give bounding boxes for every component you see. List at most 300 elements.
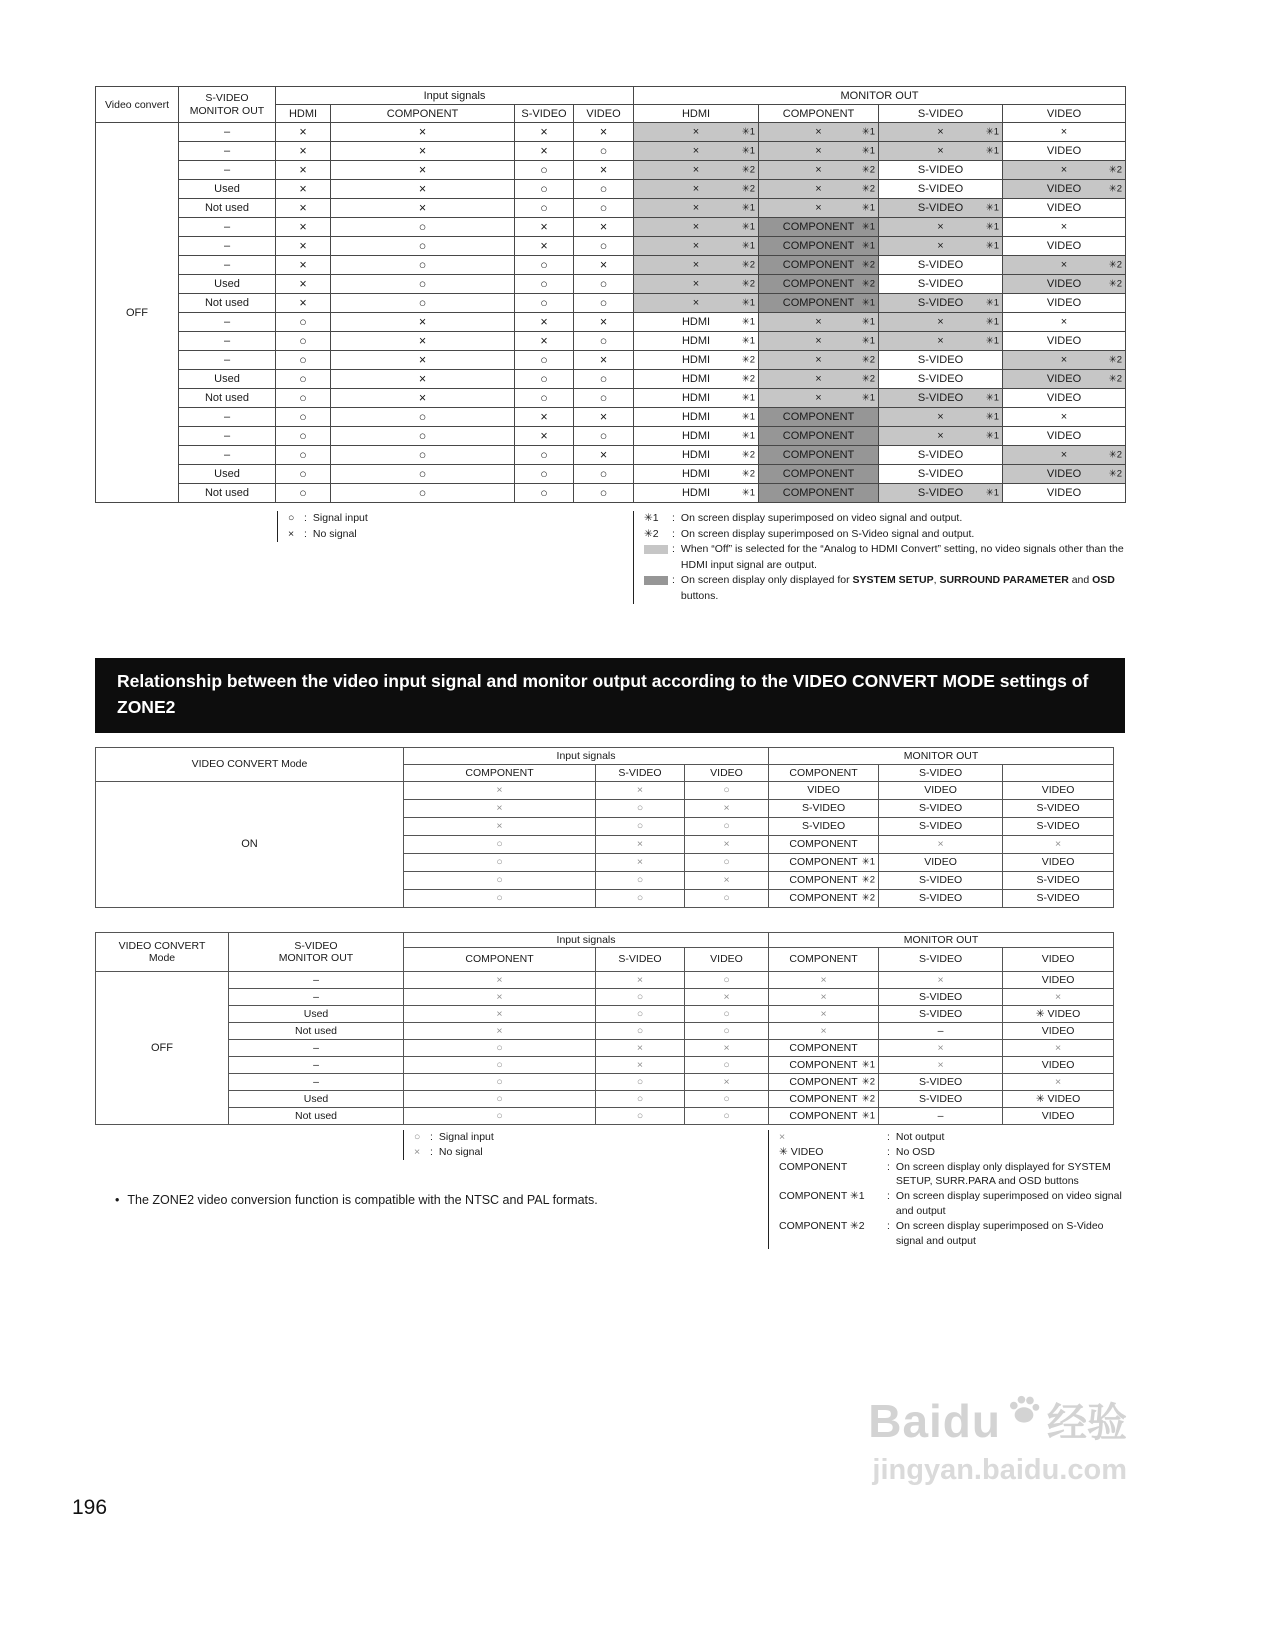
cell-out-component [759, 313, 879, 332]
cell-input-hdmi: ○ [276, 332, 331, 351]
table3-row [96, 1005, 1114, 1022]
legend-colon: : [304, 512, 307, 524]
cell-input-component: ○ [331, 275, 515, 294]
cell-out-component [759, 275, 879, 294]
header-video-convert-mode [96, 932, 229, 971]
cell-svideo-monitor-out: – [179, 427, 276, 446]
cell-out-component [759, 408, 879, 427]
out-marker: ✳2 [1108, 164, 1123, 176]
out-value: S-VIDEO [1036, 892, 1080, 905]
out-value: × [937, 973, 944, 986]
header-in-svideo: S-VIDEO [515, 105, 574, 123]
out-value: × [937, 1041, 944, 1054]
legend-colon: : [887, 1145, 890, 1158]
table1-body [96, 123, 1126, 503]
cell-input-video: × [685, 835, 769, 853]
cell-input-video: × [574, 313, 634, 332]
cell-out-component [759, 351, 879, 370]
out-value: VIDEO [1041, 1109, 1075, 1122]
out-marker: ✳1 [985, 335, 1000, 347]
cell-out-video [1003, 889, 1114, 907]
cell-out-component [769, 1073, 879, 1090]
cell-out-hdmi [634, 351, 759, 370]
cell-svideo-monitor-out: – [179, 161, 276, 180]
cell-input-svideo: ○ [596, 1090, 685, 1107]
out-value: S-VIDEO [801, 802, 846, 815]
table3-row [96, 988, 1114, 1005]
out-value: S-VIDEO [1036, 820, 1080, 833]
table3-row [96, 971, 1114, 988]
out-marker: ✳1 [861, 316, 876, 328]
out-marker: ✳2 [1108, 278, 1123, 290]
table1-row [96, 465, 1126, 484]
dark-gray-legend-item [644, 573, 1125, 604]
cell-input-svideo: ○ [515, 161, 574, 180]
out-value: × [815, 202, 822, 214]
out-marker: ✳1 [861, 1059, 876, 1071]
out-marker: ✳1 [741, 335, 756, 347]
table1-row [96, 484, 1126, 503]
cell-input-svideo: × [515, 142, 574, 161]
legend-term: × [288, 527, 295, 540]
header-in-component: COMPONENT [404, 947, 596, 971]
cell-input-video: ○ [574, 389, 634, 408]
cell-input-svideo: × [515, 123, 574, 142]
out-marker: ✳1 [741, 487, 756, 499]
cell-svideo-monitor-out: – [179, 237, 276, 256]
out-value: VIDEO [1046, 278, 1082, 290]
cell-svideo-monitor-out: – [229, 1056, 404, 1073]
out-marker: ✳1 [741, 126, 756, 138]
cell-input-svideo: ○ [596, 1107, 685, 1124]
cell-input-video: ○ [685, 889, 769, 907]
out-value: × [937, 838, 944, 851]
cell-input-video: ○ [574, 484, 634, 503]
cell-svideo-monitor-out: – [179, 332, 276, 351]
out-value: VIDEO [1046, 373, 1082, 385]
legend-desc: On screen display superimposed on S-Video signal and output [895, 1220, 1104, 1248]
out-marker: ✳1 [741, 411, 756, 423]
header-mode-line1: VIDEO CONVERT [118, 939, 206, 952]
cell-input-hdmi: ○ [276, 313, 331, 332]
out-value: VIDEO [1046, 183, 1082, 195]
out-marker: ✳1 [861, 126, 876, 138]
legend-item [779, 1160, 1125, 1190]
header-out-component: COMPONENT [769, 764, 879, 781]
out-value: × [815, 126, 822, 138]
cell-input-svideo: × [515, 313, 574, 332]
out-value: × [815, 316, 822, 328]
cell-out-component [769, 1005, 879, 1022]
watermark-brand-cn: 经验 [1047, 1401, 1127, 1445]
cell-input-component: × [404, 988, 596, 1005]
out-marker: ✳2 [861, 259, 876, 271]
cell-out-component [759, 161, 879, 180]
cell-input-video: ○ [685, 1005, 769, 1022]
cell-out-svideo [879, 1090, 1003, 1107]
cell-out-video [1003, 1107, 1114, 1124]
cell-out-svideo [879, 313, 1003, 332]
zone2-legend-section [95, 1130, 1125, 1249]
legend-term: COMPONENT ✳2 [779, 1220, 865, 1233]
header-svideo-line1: S-VIDEO [205, 92, 249, 105]
marker-legend [633, 511, 1125, 604]
legend-desc: On screen display only displayed for SYSTEM SETUP, SURR.PARA and OSD buttons [895, 1160, 1111, 1188]
out-value: COMPONENT [789, 874, 858, 887]
cell-input-video: ○ [685, 1022, 769, 1039]
cell-svideo-monitor-out: – [229, 971, 404, 988]
cell-input-component: × [331, 180, 515, 199]
cell-svideo-monitor-out: – [229, 1039, 404, 1056]
header-out-video: VIDEO [1003, 947, 1114, 971]
cell-out-video [1003, 1090, 1114, 1107]
watermark-url: jingyan.baidu.com [872, 1454, 1127, 1486]
cell-out-video [1003, 370, 1126, 389]
legend-colon: : [672, 574, 675, 587]
cell-input-svideo: ○ [515, 484, 574, 503]
cell-input-component: × [404, 971, 596, 988]
cell-input-video: × [685, 871, 769, 889]
out-marker: ✳1 [861, 145, 876, 157]
out-value: ✳ VIDEO [1035, 1092, 1081, 1105]
cell-input-svideo: ○ [515, 199, 574, 218]
table1-row [96, 199, 1126, 218]
out-value: HDMI [681, 392, 711, 404]
cell-out-component [769, 799, 879, 817]
out-value: S-VIDEO [917, 259, 964, 271]
cell-svideo-monitor-out: Not used [229, 1022, 404, 1039]
table1-row [96, 123, 1126, 142]
cell-input-svideo: ○ [596, 988, 685, 1005]
legend-term: ✳2 [644, 527, 659, 540]
cell-svideo-monitor-out: Not used [229, 1107, 404, 1124]
out-marker: ✳2 [1108, 259, 1123, 271]
cell-out-component [769, 889, 879, 907]
header-monitor-out: MONITOR OUT [769, 747, 1114, 764]
table1-row [96, 237, 1126, 256]
out-value: COMPONENT [789, 1075, 858, 1088]
out-marker: ✳1 [741, 297, 756, 309]
out-value: S-VIDEO [918, 820, 963, 833]
cell-svideo-monitor-out: – [229, 1073, 404, 1090]
out-value: × [937, 335, 944, 347]
table1-header-row-1 [96, 87, 1126, 105]
cell-out-svideo [879, 799, 1003, 817]
out-value: × [815, 354, 822, 366]
out-value: COMPONENT [782, 259, 855, 271]
legend-desc: On screen display only displayed for SYSTEM SETUP, SURROUND PARAMETER and OSD buttons. [680, 574, 1115, 602]
legend-desc: Not output [895, 1130, 945, 1143]
watermark-brand-row [868, 1392, 1127, 1447]
cell-out-svideo [879, 1056, 1003, 1073]
legend-desc: No signal [312, 527, 357, 540]
cell-out-hdmi [634, 389, 759, 408]
out-value: S-VIDEO [917, 354, 964, 366]
mode-cell: OFF [96, 971, 229, 1124]
cell-input-video: × [574, 408, 634, 427]
cell-input-video: × [685, 988, 769, 1005]
cell-svideo-monitor-out: Not used [179, 484, 276, 503]
out-value: HDMI [681, 316, 711, 328]
cell-out-svideo [879, 427, 1003, 446]
cell-input-video: ○ [574, 275, 634, 294]
table3-header-row-1 [96, 932, 1114, 947]
table3-row [96, 1056, 1114, 1073]
cell-out-hdmi [634, 161, 759, 180]
cell-out-video [1003, 294, 1126, 313]
zone2-on-table [95, 747, 1114, 908]
out-value: S-VIDEO [801, 820, 846, 833]
table1-row [96, 351, 1126, 370]
table1-row [96, 142, 1126, 161]
cell-out-video [1003, 237, 1126, 256]
out-value: × [815, 145, 822, 157]
table1-row [96, 180, 1126, 199]
cell-out-svideo [879, 275, 1003, 294]
cell-svideo-monitor-out: Used [179, 275, 276, 294]
out-value: × [692, 145, 700, 157]
mode-cell: ON [96, 781, 404, 907]
cell-out-hdmi [634, 256, 759, 275]
out-marker: ✳1 [985, 411, 1000, 423]
cell-out-video [1003, 256, 1126, 275]
table1-row [96, 370, 1126, 389]
out-value: VIDEO [1046, 430, 1082, 442]
out-value: S-VIDEO [917, 487, 964, 499]
watermark-brand: Baidu [868, 1395, 1001, 1447]
table2-header-row-1 [96, 747, 1114, 764]
cell-out-svideo [879, 889, 1003, 907]
out-value: × [820, 1007, 827, 1020]
cell-input-component: ○ [331, 427, 515, 446]
out-value: COMPONENT [789, 1109, 858, 1122]
cell-out-svideo [879, 1005, 1003, 1022]
table1-row [96, 332, 1126, 351]
cell-out-hdmi [634, 180, 759, 199]
cell-out-hdmi [634, 408, 759, 427]
legend-colon: : [672, 512, 675, 524]
table3-row [96, 1090, 1114, 1107]
cell-input-hdmi: ○ [276, 427, 331, 446]
cell-svideo-monitor-out: Used [179, 180, 276, 199]
cell-out-hdmi [634, 294, 759, 313]
cell-input-hdmi: × [276, 237, 331, 256]
cell-out-component [769, 1107, 879, 1124]
cell-input-svideo: ○ [596, 799, 685, 817]
out-value: × [692, 164, 700, 176]
cell-out-video [1003, 199, 1126, 218]
cell-input-video: ○ [574, 370, 634, 389]
cell-out-hdmi [634, 427, 759, 446]
cell-out-component [759, 484, 879, 503]
cell-input-video: × [574, 256, 634, 275]
out-value: S-VIDEO [917, 202, 964, 214]
header-mode-line2: Mode [148, 951, 176, 964]
zone2-off-table [95, 932, 1114, 1125]
cell-out-video [1003, 446, 1126, 465]
out-value: COMPONENT [789, 892, 858, 905]
header-in-svideo: S-VIDEO [596, 947, 685, 971]
cell-out-component [759, 256, 879, 275]
out-marker: ✳1 [861, 335, 876, 347]
cell-input-svideo: × [596, 781, 685, 799]
out-value: × [1060, 164, 1068, 176]
cell-input-video: × [574, 161, 634, 180]
legend-colon: : [887, 1160, 890, 1173]
out-value: VIDEO [1046, 202, 1082, 214]
cell-input-component: ○ [404, 1056, 596, 1073]
bullet-point: • [115, 1192, 120, 1207]
table1-row [96, 427, 1126, 446]
cell-out-hdmi [634, 465, 759, 484]
legend-item [779, 1189, 1125, 1219]
out-marker: ✳2 [861, 164, 876, 176]
cell-input-hdmi: × [276, 142, 331, 161]
out-marker: ✳1 [861, 392, 876, 404]
header-monitor-out: MONITOR OUT [634, 87, 1126, 105]
cell-out-component [769, 988, 879, 1005]
out-value: COMPONENT [789, 1058, 858, 1071]
cell-input-video: ○ [574, 294, 634, 313]
legend-desc: When “Off” is selected for the “Analog to HDMI Convert” setting, no video signals other than the HDMI input signal are output. [680, 543, 1124, 571]
cell-input-component: ○ [404, 871, 596, 889]
out-value: S-VIDEO [917, 183, 964, 195]
out-value: × [1060, 221, 1068, 233]
cell-input-svideo: × [596, 1039, 685, 1056]
out-value: VIDEO [1046, 335, 1082, 347]
header-video-convert-mode: VIDEO CONVERT Mode [96, 747, 404, 781]
header-svideo-line2: MONITOR OUT [278, 951, 354, 964]
out-marker: ✳1 [861, 221, 876, 233]
header-out-component: COMPONENT [769, 947, 879, 971]
legend-term: COMPONENT ✳1 [779, 1190, 865, 1203]
legend-desc: On screen display superimposed on video signal and output [895, 1190, 1122, 1218]
cell-input-video: ○ [574, 465, 634, 484]
header-svideo-line1: S-VIDEO [294, 939, 338, 952]
legend-item [779, 1130, 1125, 1145]
page-number: 196 [72, 1496, 108, 1519]
cell-out-svideo [879, 351, 1003, 370]
header-in-svideo: S-VIDEO [596, 764, 685, 781]
table1-row [96, 313, 1126, 332]
out-value: × [692, 278, 700, 290]
cell-input-video: ○ [574, 199, 634, 218]
out-value: × [937, 411, 944, 423]
cell-input-svideo: × [515, 218, 574, 237]
cell-out-component [769, 1039, 879, 1056]
cell-out-svideo [879, 1022, 1003, 1039]
cell-input-hdmi: ○ [276, 484, 331, 503]
cell-input-svideo: ○ [515, 275, 574, 294]
legend-desc: No signal [438, 1145, 483, 1158]
cell-input-video: ○ [685, 1090, 769, 1107]
out-marker: ✳2 [1108, 183, 1123, 195]
cell-input-hdmi: × [276, 123, 331, 142]
out-marker: ✳1 [741, 221, 756, 233]
out-value: × [1054, 1041, 1062, 1054]
cell-out-svideo [879, 389, 1003, 408]
cell-out-hdmi [634, 237, 759, 256]
out-value: COMPONENT [789, 838, 858, 851]
out-marker: ✳1 [985, 430, 1000, 442]
cell-out-video [1003, 1022, 1114, 1039]
cell-input-component: × [331, 142, 515, 161]
legend-term: ○ [414, 1130, 421, 1143]
out-marker: ✳2 [1108, 449, 1123, 461]
out-value: VIDEO [1041, 856, 1075, 869]
cell-out-svideo [879, 1107, 1003, 1124]
cell-input-component: × [404, 781, 596, 799]
cell-svideo-monitor-out: Not used [179, 199, 276, 218]
out-value: COMPONENT [782, 468, 855, 480]
legend-item [288, 511, 633, 527]
cell-input-svideo: × [596, 853, 685, 871]
cell-input-component: ○ [331, 408, 515, 427]
cell-out-video [1003, 142, 1126, 161]
cell-out-video [1003, 408, 1126, 427]
cell-out-component [759, 332, 879, 351]
out-marker: ✳1 [985, 297, 1000, 309]
cell-out-svideo [879, 1039, 1003, 1056]
out-value: S-VIDEO [917, 373, 964, 385]
legend-term: COMPONENT [779, 1160, 848, 1173]
cell-out-video [1003, 465, 1126, 484]
cell-svideo-monitor-out: – [179, 351, 276, 370]
cell-input-hdmi: ○ [276, 351, 331, 370]
cell-svideo-monitor-out: – [179, 123, 276, 142]
out-value: × [820, 1024, 827, 1037]
cell-out-svideo [879, 853, 1003, 871]
cell-out-svideo [879, 256, 1003, 275]
out-value: VIDEO [1046, 240, 1082, 252]
out-value: S-VIDEO [917, 449, 964, 461]
cell-out-svideo [879, 408, 1003, 427]
cell-out-video [1003, 123, 1126, 142]
out-marker: ✳1 [741, 145, 756, 157]
out-value: × [692, 202, 700, 214]
cell-svideo-monitor-out: Not used [179, 294, 276, 313]
cell-input-component: ○ [331, 446, 515, 465]
cell-input-component: ○ [331, 294, 515, 313]
header-out-video: VIDEO [1003, 105, 1126, 123]
cell-input-component: × [331, 123, 515, 142]
out-value: HDMI [681, 335, 711, 347]
header-video-convert: Video convert [96, 87, 179, 123]
table1-row [96, 408, 1126, 427]
cell-input-component: ○ [404, 1039, 596, 1056]
cell-input-video: ○ [685, 1056, 769, 1073]
cell-out-video [1003, 853, 1114, 871]
cell-out-svideo [879, 294, 1003, 313]
legend-colon: : [672, 543, 675, 556]
cell-input-component: ○ [404, 1107, 596, 1124]
out-marker: ✳1 [985, 221, 1000, 233]
cell-input-hdmi: × [276, 161, 331, 180]
cell-input-video: ○ [685, 853, 769, 871]
cell-out-svideo [879, 199, 1003, 218]
cell-input-video: × [574, 218, 634, 237]
cell-out-hdmi [634, 484, 759, 503]
cell-input-svideo: ○ [596, 817, 685, 835]
cell-input-video: × [574, 351, 634, 370]
video-convert-table [95, 86, 1126, 503]
out-marker: ✳2 [1108, 373, 1123, 385]
table3-row [96, 1107, 1114, 1124]
table3-row [96, 1073, 1114, 1090]
cell-input-component: ○ [404, 1073, 596, 1090]
out-value: × [815, 392, 822, 404]
cell-out-hdmi [634, 142, 759, 161]
